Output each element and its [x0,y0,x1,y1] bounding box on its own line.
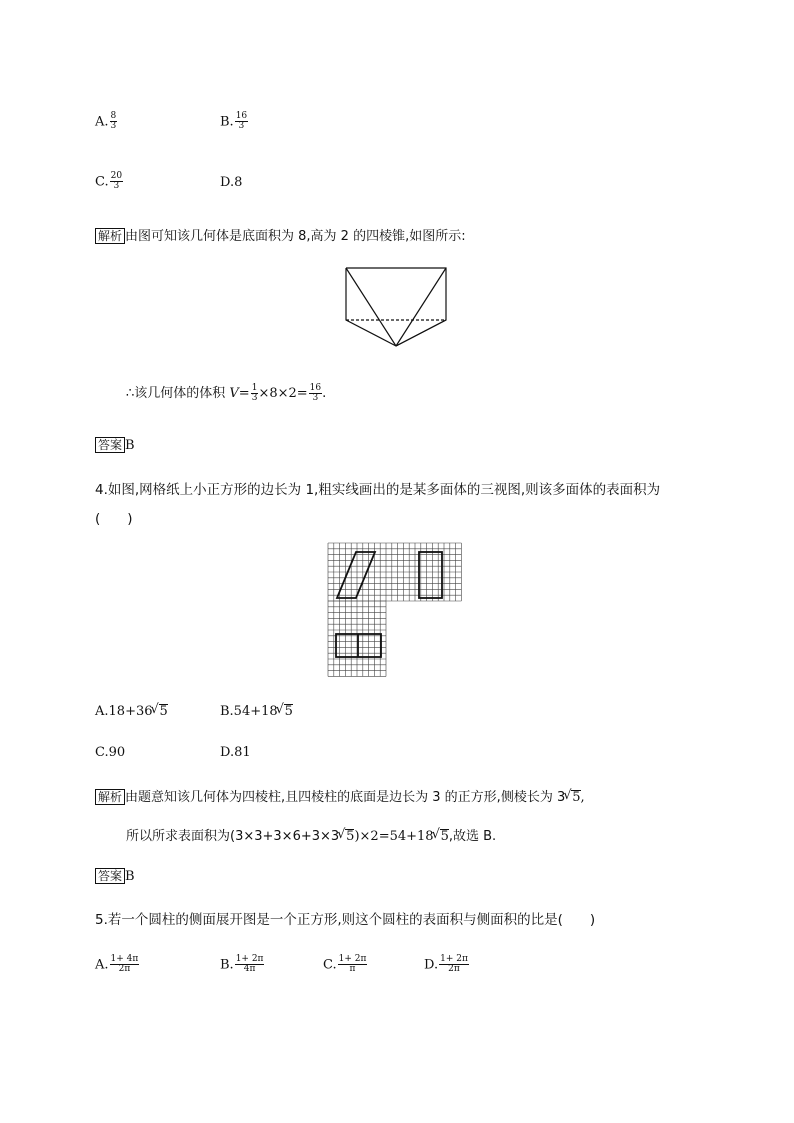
pyramid-edge-left [346,268,396,346]
q3-option-a-fraction: $\frac{8}{3}$ [110,111,117,132]
q4-stem-line1: 4.如图,网格纸上小正方形的边长为 1,粗实线画出的是某多面体的三视图,则该多面体的表面积为 [95,482,661,498]
three-view-grid-figure [326,541,468,683]
q5-option-a: A. $\frac{1+ 4\pi}{2\pi}$ [95,954,139,975]
q4-option-c: C.90 [95,745,126,760]
front-view-parallelogram [337,552,375,598]
q5-option-b: B. $\frac{1+ 2\pi}{4\pi}$ [220,954,264,975]
q3-option-b-fraction: $\frac{16}{3}$ [235,111,248,132]
q4-option-b: B.54+18√ 5 [220,704,293,719]
pyramid-edge-right [396,268,446,346]
pyramid-outline [346,268,446,346]
q5-option-c: C. $\frac{1+ 2\pi}{\pi}$ [323,954,367,975]
q3-analysis-text: 由图可知该几何体是底面积为 8,高为 2 的四棱锥,如图所示: [125,229,466,244]
q3-option-b: B. $\frac{16}{3}$ [220,111,248,132]
q3-answer: 答案 B [95,436,135,453]
q5-stem: 5.若一个圆柱的侧面展开图是一个正方形,则这个圆柱的表面积与侧面积的比是( ) [95,912,596,928]
q4-analysis-line2: 所以所求表面积为(3×3+3×6+3×3√ 5)×2=54+18√ 5,故选 B. [126,825,496,844]
q3-option-a: A. $\frac{8}{3}$ [95,111,117,132]
q3-option-c: C. $\frac{20}{3}$ [95,171,123,192]
answer-tag: 答案 [95,437,125,453]
q5-option-d: D. $\frac{1+ 2\pi}{2\pi}$ [424,954,468,975]
answer-tag: 答案 [95,868,125,884]
analysis-tag: 解析 [95,228,125,244]
q4-analysis: 解析 由题意知该几何体为四棱柱,且四棱柱的底面是边长为 3 的正方形,侧棱长为 3√ 5, [95,786,585,805]
q4-answer: 答案 B [95,867,135,884]
q3-option-d: D.8 [220,175,243,190]
pyramid-figure [340,262,454,352]
q4-option-d: D.81 [220,745,251,760]
side-view-rectangle [419,552,442,598]
q3-analysis [95,225,466,244]
q3-volume-line: ∴该几何体的体积 V= $\frac{1}{3}$ ×8×2= $\frac{16}{3}$ . [126,382,327,403]
q4-stem-line2: ( ) [95,511,133,527]
analysis-tag: 解析 [95,789,125,805]
q4-option-a: A.18+36√ 5 [95,704,168,719]
q3-option-c-fraction: $\frac{20}{3}$ [110,171,123,192]
